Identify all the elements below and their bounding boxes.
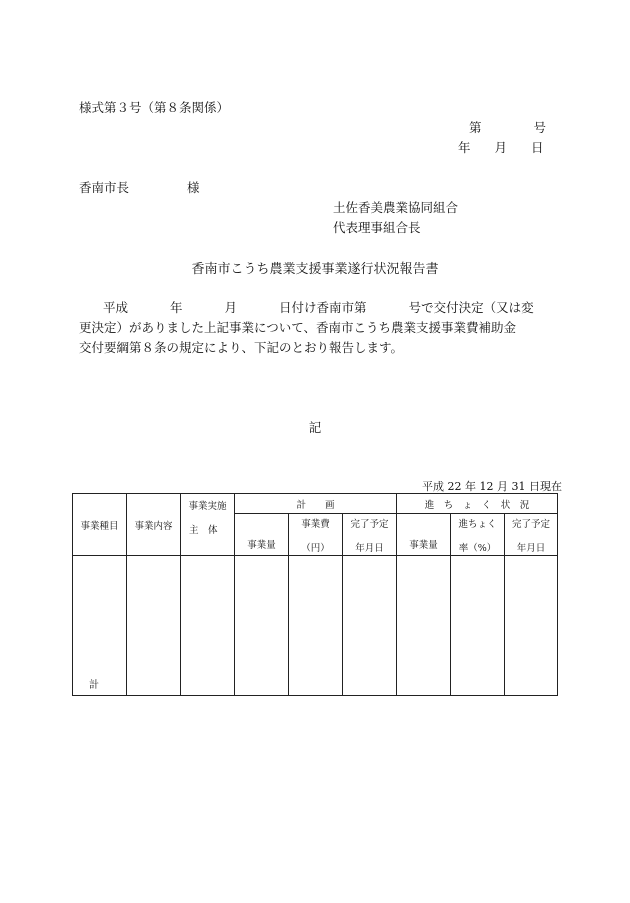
date-month-label: 月	[494, 140, 508, 155]
header-implementer-bottom: 主 体	[189, 525, 218, 536]
table-cell	[451, 556, 505, 696]
header-progress-completion-bottom: 年月日	[516, 542, 546, 554]
header-project-content: 事業内容	[127, 494, 181, 556]
table-cell	[181, 556, 235, 696]
number-prefix: 第	[469, 120, 482, 135]
applicant-organization: 土佐香美農業協同組合	[333, 200, 459, 215]
body-year: 年	[170, 300, 183, 315]
header-plan-cost	[289, 514, 343, 556]
header-progress-completion-top: 完了予定	[512, 518, 551, 530]
date-year-label: 年	[458, 140, 471, 155]
applicant-representative: 代表理事組合長	[333, 220, 421, 235]
addressee-name: 香南市長	[79, 180, 130, 195]
document-title: 香南市こうち農業支援事業遂行状況報告書	[191, 262, 439, 277]
date-day-label: 日	[531, 140, 544, 155]
form-number: 様式第３号（第８条関係）	[79, 100, 230, 115]
header-implementer-top: 事業実施	[188, 501, 227, 512]
header-project-type: 事業種目	[73, 494, 127, 556]
status-table	[72, 493, 558, 696]
header-plan-completion-bottom: 年月日	[355, 542, 384, 554]
table-cell-total	[73, 556, 127, 696]
document-number-line	[469, 118, 546, 136]
document-date-line	[458, 138, 544, 156]
header-progress-group: 進 ち ょ く 状 況	[397, 494, 558, 514]
header-plan-cost-bottom: （円）	[301, 542, 330, 554]
header-progress-rate-top: 進ちょく	[458, 518, 497, 530]
header-implementer	[181, 494, 235, 556]
as-of-date: 平成 22 年 12 月 31 日現在	[422, 480, 562, 493]
header-plan-cost-top: 事業費	[301, 518, 330, 530]
body-text	[79, 298, 559, 358]
header-plan-completion-top: 完了予定	[350, 518, 389, 530]
header-progress-completion	[505, 514, 558, 556]
header-progress-quantity: 事業量	[397, 514, 451, 556]
header-progress-rate-bottom: 率（%）	[458, 542, 497, 554]
table-cell	[235, 556, 289, 696]
body-line-2: 更決定）がありました上記事業について、香南市こうち農業支援事業費補助金	[79, 320, 517, 335]
table-cell	[289, 556, 343, 696]
number-suffix: 号	[533, 120, 547, 135]
body-decision: 号で交付決定（又は変	[408, 300, 534, 315]
total-label: 計	[89, 680, 99, 691]
table-cell	[397, 556, 451, 696]
body-line-3: 交付要綱第８条の規定により、下記のとおり報告します。	[79, 340, 404, 355]
body-ref: 日付け香南市第	[279, 300, 367, 315]
table-cell	[505, 556, 558, 696]
body-line-1	[79, 298, 559, 318]
ki-heading: 記	[308, 420, 322, 435]
body-month: 月	[224, 300, 238, 315]
header-plan-group: 計 画	[235, 494, 397, 514]
table-cell	[127, 556, 181, 696]
body-era: 平成	[103, 300, 129, 315]
addressee-honorific: 様	[187, 180, 200, 195]
table-cell	[343, 556, 397, 696]
applicant-block	[333, 198, 458, 238]
header-plan-quantity: 事業量	[235, 514, 289, 556]
addressee	[79, 178, 200, 196]
header-plan-completion	[343, 514, 397, 556]
header-progress-rate	[451, 514, 505, 556]
